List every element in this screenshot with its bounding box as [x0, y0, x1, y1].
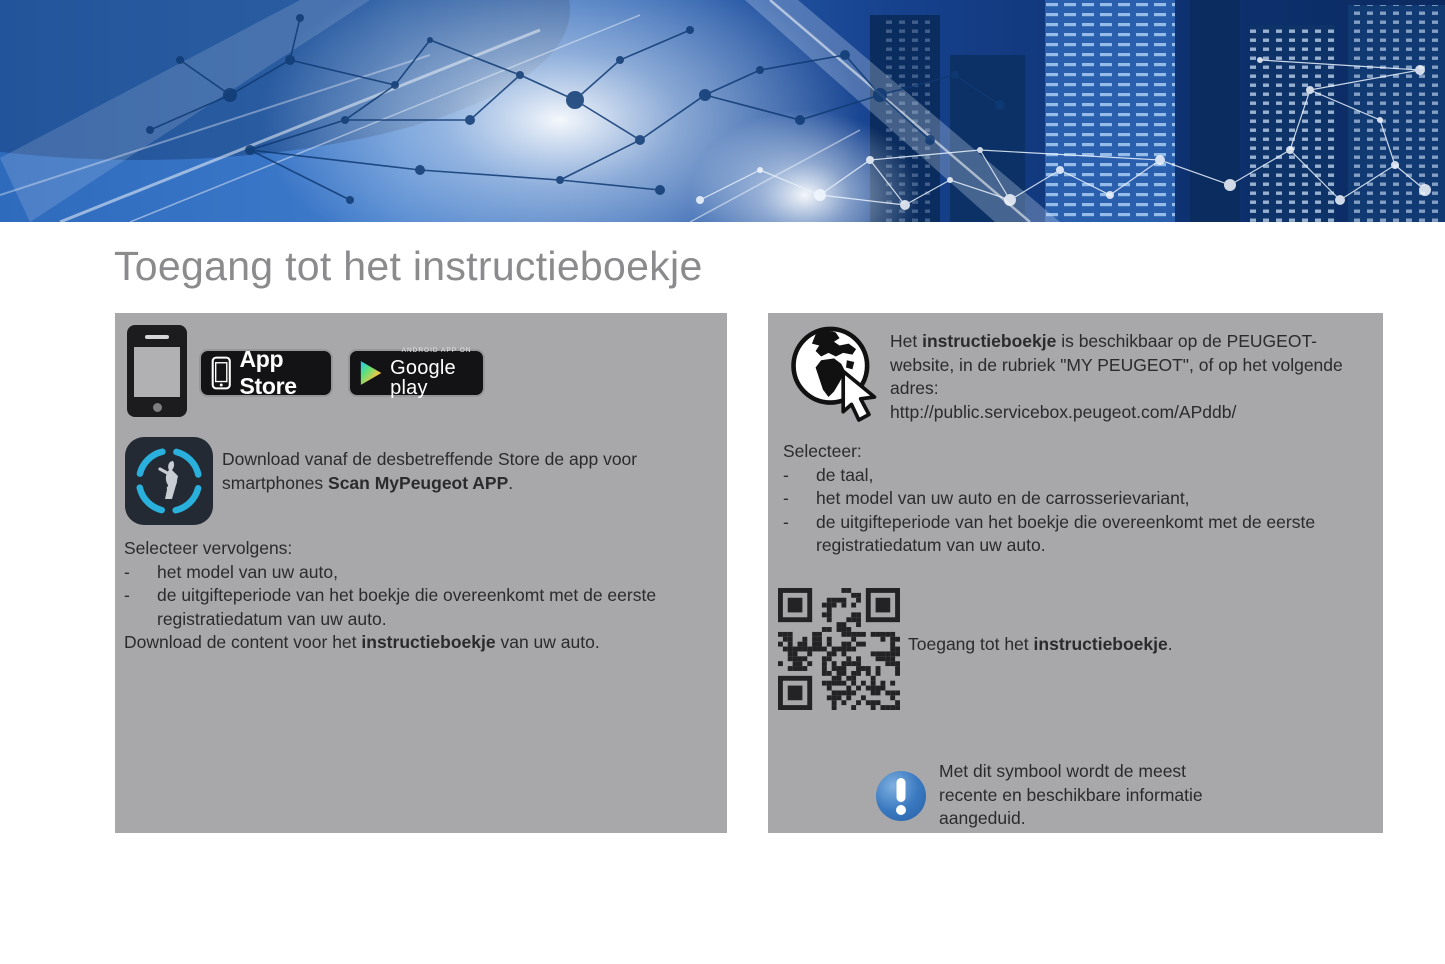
smartphone-icon	[127, 325, 187, 417]
globe-icon	[788, 323, 880, 425]
right-select-heading: Selecteer:	[783, 441, 862, 461]
left-select-list	[124, 537, 722, 655]
right-select-list	[783, 440, 1375, 558]
header-cityscape-graphic	[0, 0, 1445, 222]
info-note	[875, 760, 1235, 831]
info-text: Met dit symbool wordt de meest recente en beschikbare informatie aangeduid.	[939, 761, 1203, 828]
smartphone-screen	[134, 347, 180, 397]
peugeot-lion-icon	[160, 461, 178, 499]
list-item: - de uitgifteperiode van het boekje die overeenkomt met de eerste registratiedatum van uw auto.	[783, 511, 1375, 558]
info-icon	[875, 770, 927, 822]
website-access-panel	[768, 313, 1383, 833]
smartphone-speaker	[145, 335, 169, 339]
bullet-dash: -	[124, 585, 130, 605]
app-store-label: App Store	[239, 346, 297, 399]
apple-phone-icon	[211, 353, 231, 393]
bullet-dash: -	[783, 488, 789, 508]
left-footer-text: Download de content voor het instructieboekje van uw auto.	[124, 632, 600, 652]
download-instruction-text: Download vanaf de desbetreffende Store de app voor smartphones Scan MyPeugeot APP.	[222, 449, 638, 493]
scan-mypeugeot-app-icon	[125, 437, 213, 525]
qr-code	[778, 588, 900, 710]
google-play-label: Google play	[390, 356, 456, 399]
bullet-dash: -	[783, 464, 789, 485]
list-item: - de uitgifteperiode van het boekje die overeenkomt met de eerste registratiedatum van uw auto.	[124, 584, 722, 631]
google-play-triangle-icon	[360, 358, 382, 388]
qr-caption: Toegang tot het instructieboekje.	[908, 634, 1173, 654]
page-title: Toegang tot het instructieboekje	[114, 243, 703, 289]
bullet-dash: -	[783, 511, 789, 532]
list-item: - het model van uw auto en de carrosserievariant,	[783, 487, 1375, 511]
app-download-panel	[115, 313, 727, 833]
app-store-badge	[199, 346, 333, 399]
bullet-dash: -	[124, 561, 130, 582]
left-select-heading: Selecteer vervolgens:	[124, 538, 293, 558]
google-play-top-label: ANDROID APP ON	[401, 347, 472, 355]
smartphone-home-button	[153, 403, 162, 412]
exclamation-icon	[896, 778, 906, 815]
website-url: http://public.servicebox.peugeot.com/APddb/	[890, 401, 1237, 422]
list-item: - de taal,	[783, 464, 1375, 488]
list-item: - het model van uw auto,	[124, 561, 722, 585]
google-play-badge	[348, 349, 485, 397]
website-intro-text: Het instructieboekje is beschikbaar op de PEUGEOT-website, in de rubriek "MY PEUGEOT", of op het volgende adres: http://public.servicebox.peugeot.com/APddb/	[890, 330, 1360, 424]
header-image	[0, 0, 1445, 222]
